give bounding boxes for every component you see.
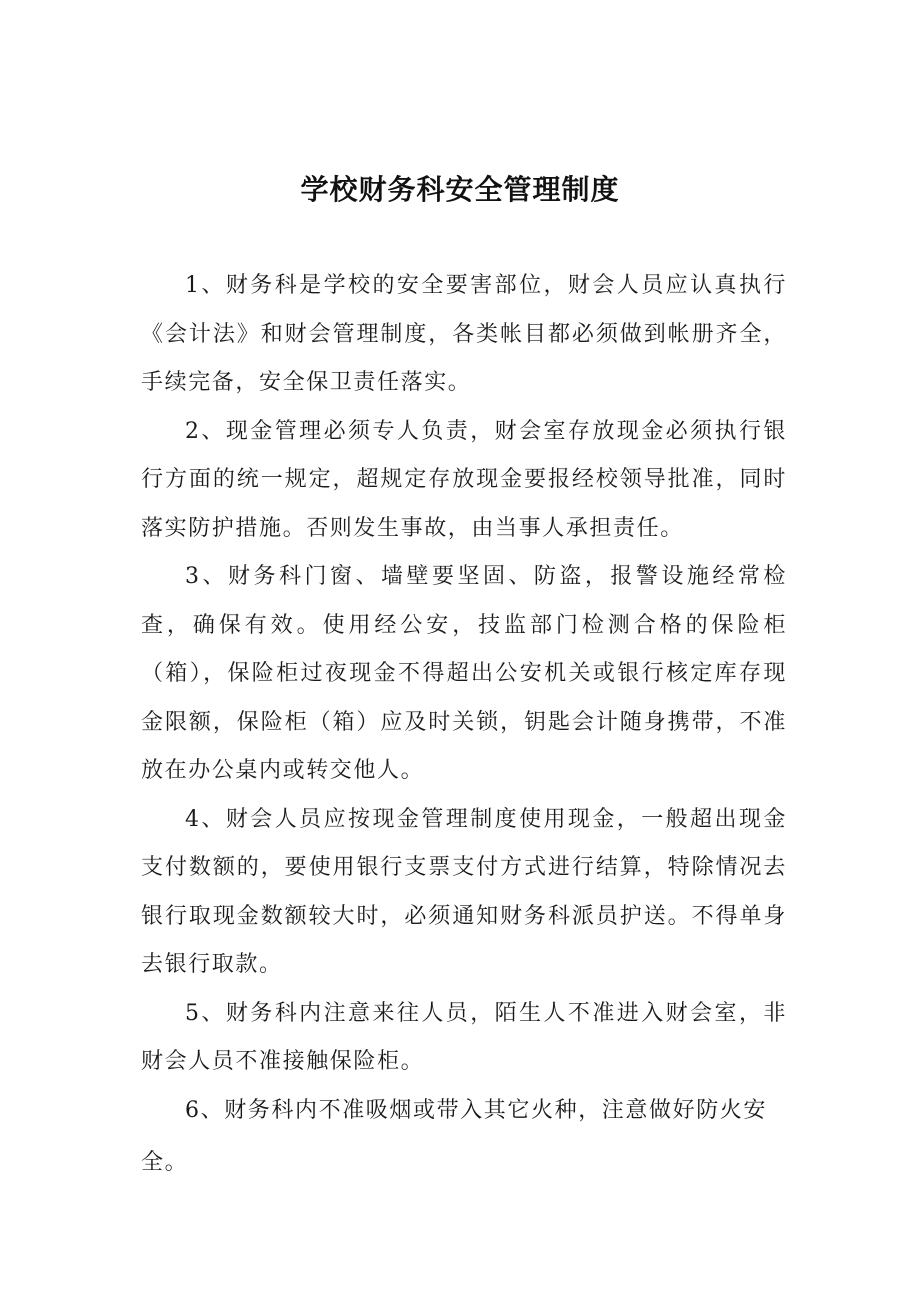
document-title: 学校财务科安全管理制度 [300, 173, 620, 206]
paragraph-3: 3、财务科门窗、墙壁要坚固、防盗，报警设施经常检查，确保有效。使用经公安，技监部门检测合格的保险柜（箱），保险柜过夜现金不得超出公安机关或银行核定库存现金限额，保险柜（箱）应及时关锁，钥匙会计随身携带，不准放在办公桌内或转交他人。 [141, 564, 787, 783]
paragraph-6-tail: 全。 [141, 1150, 189, 1175]
paragraph-1: 1、财务科是学校的安全要害部位，财会人员应认真执行《会计法》和财会管理制度，各类帐目都必须做到帐册齐全，手续完备，安全保卫责任落实。 [141, 273, 787, 395]
paragraph-5: 5、财务科内注意来往人员，陌生人不准进入财会室，非财会人员不准接触保险柜。 [141, 1000, 787, 1074]
paragraph-2: 2、现金管理必须专人负责，财会室存放现金必须执行银行方面的统一规定，超规定存放现金要报经校领导批准，同时落实防护措施。否则发生事故，由当事人承担责任。 [141, 418, 787, 541]
paragraph-6: 6、财务科内不准吸烟或带入其它火种，注意做好防火安 [185, 1097, 767, 1123]
document-body [141, 262, 787, 1188]
paragraph-4: 4、财会人员应按现金管理制度使用现金，一般超出现金支付数额的，要使用银行支票支付方式进行结算，特除情况去银行取现金数额较大时，必须通知财务科派员护送。不得单身去银行取款。 [141, 806, 787, 977]
